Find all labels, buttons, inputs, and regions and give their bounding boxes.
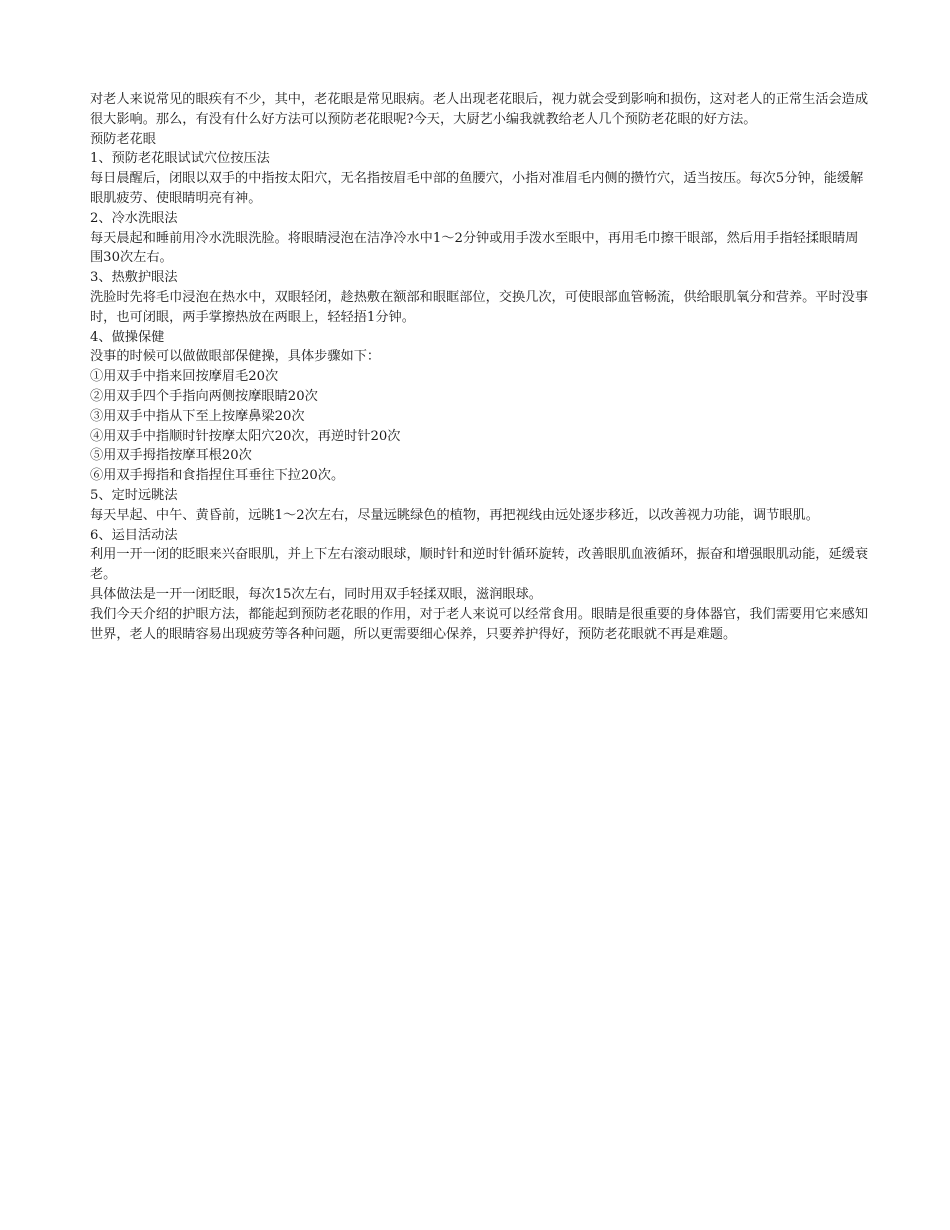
exercise-step-6: ⑥用双手拇指和食指捏住耳垂往下拉20次。 bbox=[90, 468, 345, 484]
intro-paragraph: 对老人来说常见的眼疾有不少，其中，老花眼是常见眼病。老人出现老花眼后，视力就会受到影响和损伤，这对老人的正常生活会造成很大影响。那么，有没有什么好方法可以预防老花眼呢?今天，大厨艺小编我就教给老人几个预防老花眼的好方法。 bbox=[90, 92, 869, 127]
exercise-step-3: ③用双手中指从下至上按摩鼻梁20次 bbox=[90, 408, 305, 424]
section-4-intro: 没事的时候可以做做眼部保健操，具体步骤如下： bbox=[90, 349, 381, 365]
section-5-paragraph: 每天早起、中午、黄昏前，远眺1～2次左右，尽量远眺绿色的植物，再把视线由远处逐步移近，以改善视力功能，调节眼肌。 bbox=[90, 507, 819, 523]
conclusion-paragraph: 我们今天介绍的护眼方法，都能起到预防老花眼的作用，对于老人来说可以经常食用。眼睛是很重要的身体器官，我们需要用它来感知世界，老人的眼睛容易出现疲劳等各种问题，所以更需要细心保养，只要养护得好，预防老花眼就不再是难题。 bbox=[90, 606, 869, 642]
section-heading-2: 2、冷水洗眼法 bbox=[90, 210, 178, 226]
exercise-step-2: ②用双手四个手指向两侧按摩眼睛20次 bbox=[90, 388, 318, 404]
section-heading-1: 1、预防老花眼试试穴位按压法 bbox=[90, 151, 270, 167]
section-heading-4: 4、做操保健 bbox=[90, 329, 165, 345]
section-heading-3: 3、热敷护眼法 bbox=[90, 270, 178, 286]
section-heading-6: 6、运目活动法 bbox=[90, 527, 178, 543]
exercise-step-1: ①用双手中指来回按摩眉毛20次 bbox=[90, 369, 279, 385]
section-3-paragraph: 洗脸时先将毛巾浸泡在热水中，双眼轻闭，趁热敷在额部和眼眶部位，交换几次，可使眼部血管畅流，供给眼肌氧分和营养。平时没事时，也可闭眼，两手掌擦热放在两眼上，轻轻捂1分钟。 bbox=[90, 289, 869, 325]
section-6-paragraph: 利用一开一闭的眨眼来兴奋眼肌，并上下左右滚动眼球，顺时针和逆时针循环旋转，改善眼肌血液循环，振奋和增强眼肌动能，延缓衰老。 bbox=[90, 547, 869, 583]
exercise-step-5: ⑤用双手拇指按摩耳根20次 bbox=[90, 448, 252, 464]
exercise-step-4: ④用双手中指顺时针按摩太阳穴20次，再逆时针20次 bbox=[90, 428, 401, 444]
article-title: 预防老花眼 bbox=[90, 131, 156, 147]
section-2-paragraph: 每天晨起和睡前用冷水洗眼洗脸。将眼睛浸泡在洁净冷水中1～2分钟或用手泼水至眼中，再用毛巾擦干眼部，然后用手指轻揉眼睛周围30次左右。 bbox=[90, 230, 859, 266]
section-heading-5: 5、定时远眺法 bbox=[90, 487, 178, 503]
section-6-method: 具体做法是一开一闭眨眼，每次15次左右，同时用双手轻揉双眼，滋润眼球。 bbox=[90, 586, 542, 602]
section-1-paragraph: 每日晨醒后，闭眼以双手的中指按太阳穴，无名指按眉毛中部的鱼腰穴，小指对准眉毛内侧的攒竹穴，适当按压。每次5分钟，能缓解眼肌疲劳、使眼睛明亮有神。 bbox=[90, 171, 864, 206]
article-body bbox=[90, 90, 870, 644]
